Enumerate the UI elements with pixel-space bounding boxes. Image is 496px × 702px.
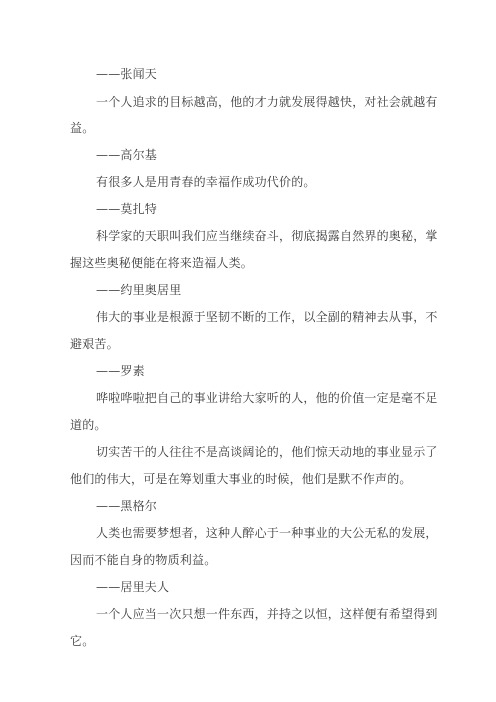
quote-line: 人类也需要梦想者，这种人醉心于一种事业的大公无私的发展， bbox=[96, 526, 438, 540]
attribution-gorky: ——高尔基 bbox=[96, 148, 158, 162]
quote-line: 科学家的天职叫我们应当继续奋斗，彻底揭露自然界的奥秘，掌 bbox=[96, 229, 438, 243]
quote-line: 道的。 bbox=[70, 418, 107, 432]
attribution-zhang-wentian: ——张闻天 bbox=[96, 67, 158, 81]
attribution-mozart: ——莫扎特 bbox=[96, 202, 158, 216]
quote-line: 一个人应当一次只想一件东西，并持之以恒，这样便有希望得到 bbox=[96, 607, 438, 621]
attribution-russell: ——罗素 bbox=[96, 364, 145, 378]
quote-line: 因而不能自身的物质利益。 bbox=[70, 553, 217, 567]
quote-line: 它。 bbox=[70, 634, 95, 648]
quote-line: 有很多人是用青春的幸福作成功代价的。 bbox=[96, 175, 316, 189]
attribution-hegel: ——黑格尔 bbox=[96, 499, 158, 513]
quote-line: 他们的伟大，可是在筹划重大事业的时候，他们是默不作声的。 bbox=[70, 472, 412, 486]
quote-line: 握这些奥秘便能在将来造福人类。 bbox=[70, 256, 254, 270]
attribution-marie-curie: ——居里夫人 bbox=[96, 580, 170, 594]
quote-line: 伟大的事业是根源于坚韧不断的工作，以全副的精神去从事，不 bbox=[96, 310, 438, 324]
quote-line: 益。 bbox=[70, 121, 95, 135]
attribution-joliot-curie: ——约里奥居里 bbox=[96, 283, 182, 297]
quote-line: 一个人追求的目标越高，他的才力就发展得越快，对社会就越有 bbox=[96, 95, 438, 109]
quote-line: 切实苦干的人往往不是高谈阔论的，他们惊天动地的事业显示了 bbox=[96, 445, 438, 459]
quote-line: 避艰苦。 bbox=[70, 337, 119, 351]
quote-line: 哗啦哗啦把自己的事业讲给大家听的人，他的价值一定是毫不足 bbox=[96, 391, 438, 405]
